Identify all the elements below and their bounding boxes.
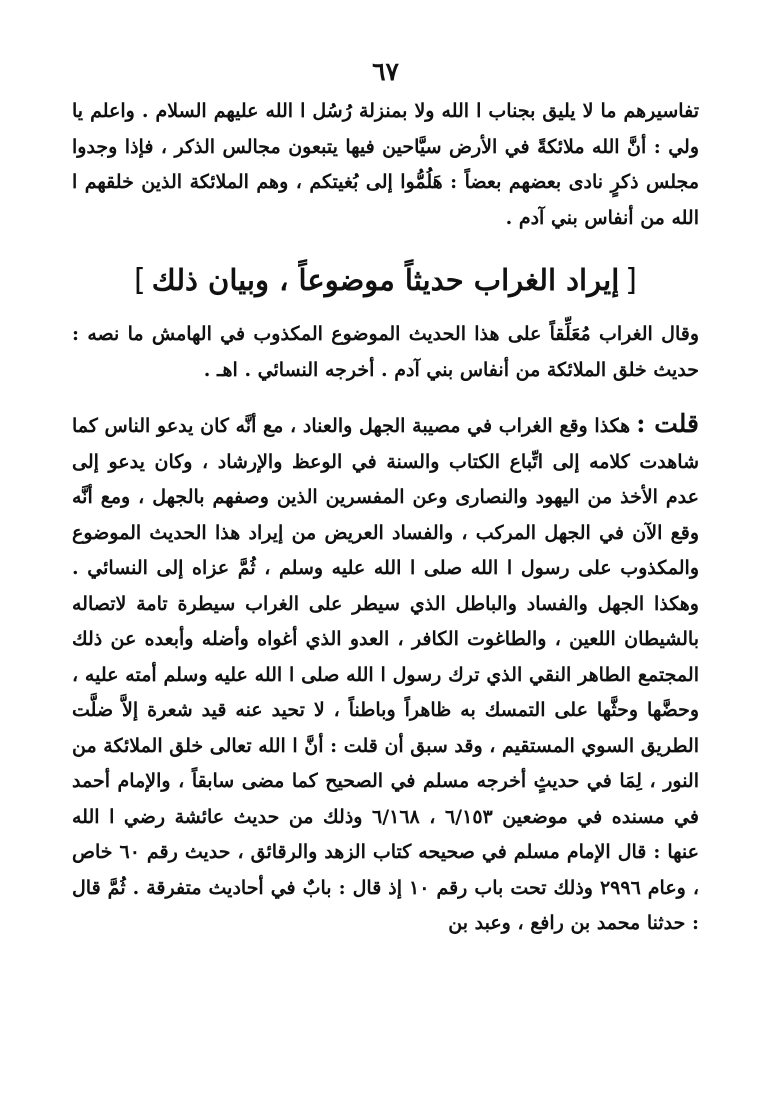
paragraph-quote: وقال الغراب مُعَلِّقاً على هذا الحديث الموضوع المكذوب في الهامش ما نصه : حديث خلق الملائكة من أنفاس بني آدم . أخرجه النسائي . اهـ . — [72, 323, 699, 381]
heading-bracket-open: [ — [625, 263, 637, 298]
paragraph-spacer — [72, 388, 699, 406]
page-number: ٦٧ — [372, 57, 399, 86]
paragraph-intro: تفاسيرهم ما لا يليق بجناب ا الله ولا بمنزلة رُسُل ا الله عليهم السلام . واعلم يا ولي : أنَّ الله ملائكةً في الأرض سيَّاحين فيها يتبعون مجالس الذكر ، فإذا وجدوا مجلس ذكرٍ نادى بعضهم بعضاً : هَلُمُّوا إلى بُغيتكم ، وهم الملائكة الذين خلقهم ا الله من أنفاس بني آدم . — [72, 100, 699, 229]
section-heading — [72, 258, 699, 303]
heading-bracket-close: ] — [134, 263, 146, 298]
paragraph-commentary — [72, 406, 699, 942]
commentary-text: هكذا وقع الغراب في مصيبة الجهل والعناد ، مع أنَّه كان يدعو الناس كما شاهدت كلامه إلى اتِّباع الكتاب والسنة في الوعظ والإرشاد ، وكان يدعو إلى عدم الأخذ من اليهود والنصارى وعن المفسرين الذين وصفهم بالجهل ، ومع أنَّه وقع الآن في الجهل المركب ، والفساد العريض من إيراد هذا الحديث الموضوع والمكذوب على رسول ا الله صلى ا الله عليه وسلم ، ثُمَّ عزاه إلى النسائي . وهكذا الجهل والفساد والباطل الذي سيطر على الغراب سيطرة تامة لاتصاله بالشيطان اللعين ، والطاغوت الكافر ، العدو الذي أغواه وأضله وأبعده عن ذلك المجتمع الطاهر النقي الذي ترك رسول ا الله صلى ا الله عليه وسلم أمته عليه ، وحضَّها وحثَّها على التمسك به ظاهراً وباطناً ، لا تحيد عنه قيد شعرة إلاَّ ضلَّت الطريق السوي المستقيم ، وقد سبق أن قلت : أنَّ ا الله تعالى خلق الملائكة من النور ، لِمَا في حديثٍ أخرجه مسلم في الصحيح كما مضى سابقاً ، والإمام أحمد في مسنده في موضعين ٦/١٥٣ ، ٦/١٦٨ وذلك من حديث عائشة رضي ا الله عنها : قال الإمام مسلم في صحيحه كتاب الزهد والرقائق ، حديث رقم ٦٠ خاص ، وعام ٢٩٩٦ وذلك تحت باب رقم ١٠ إذ قال : بابٌ في أحاديث متفرقة . ثُمَّ قال : حدثنا محمد بن رافع ، وعبد بن — [72, 415, 699, 934]
qult-label: قلت : — [636, 409, 699, 438]
heading-text: إيراد الغراب حديثاً موضوعاً ، وبيان ذلك — [151, 263, 620, 297]
